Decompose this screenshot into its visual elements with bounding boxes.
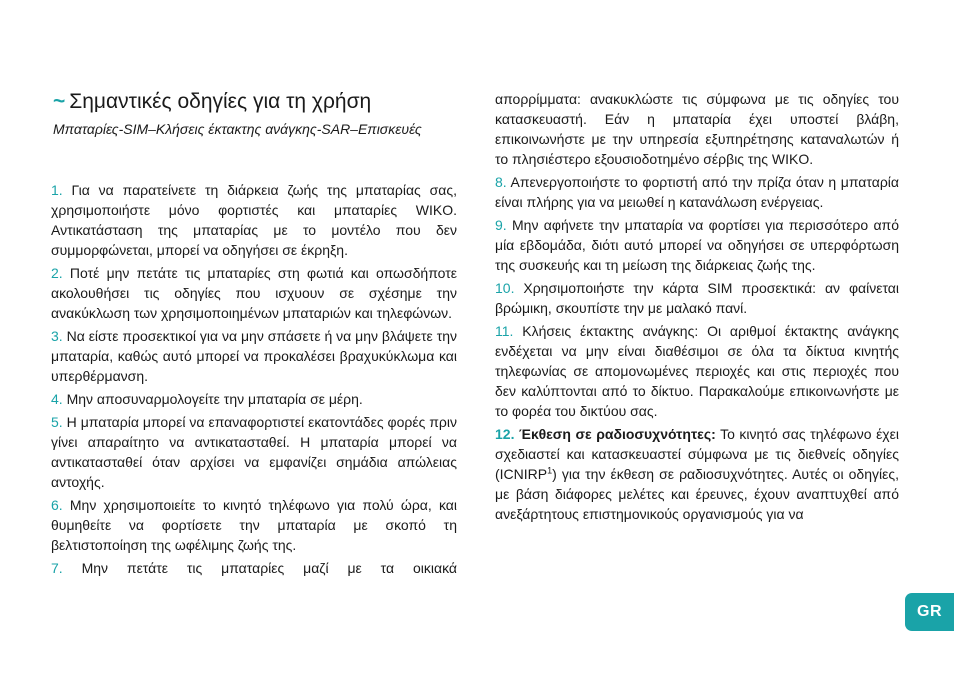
- list-item: [495, 424, 899, 524]
- list-item: [51, 558, 457, 578]
- item-text: Το κινητό σας τηλέφωνο έχει σχεδιαστεί και κατασκευαστεί σύμφωνα με τις διεθνείς οδηγίες (ICNIRP: [495, 426, 900, 482]
- item-text: Μην αποσυναρμολογείτε την μπαταρία σε μέρη.: [66, 391, 363, 407]
- list-item: [51, 180, 457, 260]
- item-text: Ποτέ μην πετάτε τις μπαταρίες στη φωτιά και οπωσδήποτε ακολουθήσει τις οδηγίες που ισχυουν σε σχέσημε την ανακύκλωση των χρησιμοποιημένων μπαταριών και τηλεφώνων.: [51, 265, 458, 321]
- item-number: 4.: [51, 391, 63, 407]
- page-title: [53, 89, 473, 115]
- list-item: [51, 326, 457, 386]
- title-text: Σημαντικές οδηγίες για τη χρήση: [69, 90, 372, 113]
- item-text: Η μπαταρία μπορεί να επαναφορτιστεί εκατοντάδες φορές πριν γίνει απαραίτητο να αντικατασταθεί. Η μπαταρία μπορεί να αντικατασταθεί όταν αρχίσει να εμφανίζει σημάδια απώλειας αντοχής.: [51, 414, 458, 490]
- language-tab: GR: [905, 593, 954, 631]
- item-number: 7.: [51, 560, 63, 576]
- item-number: 8.: [495, 174, 507, 190]
- item-number: 2.: [51, 265, 63, 281]
- list-item: [495, 172, 899, 212]
- list-item: [495, 215, 899, 275]
- list-item: [51, 389, 457, 409]
- item-text: ) για την έκθεση σε ραδιοσυχνότητες. Αυτές οι οδηγίες, με βάση διάφορες μελέτες και έρευνες, έχουν αναπτυχθεί από ανεξάρτητους επιστημονικούς οργανισμούς για να: [495, 466, 899, 522]
- item-number: 10.: [495, 280, 515, 296]
- item-number: 9.: [495, 217, 507, 233]
- list-item: [495, 321, 899, 421]
- item-text: Κλήσεις έκτακτης ανάγκης: Οι αριθμοί έκτακτης ανάγκης ενδέχεται να μην είναι διαθέσιμοι σε όλα τα δίκτυα κινητής τηλεφωνίας σε απομονωμένες περιοχές και στις περιοχές που δεν καλύπτονται από το δίκτυο. Παρακαλούμε επικοινωνήστε με το φορέα του δικτύου σας.: [495, 323, 899, 419]
- item-number: 11.: [495, 323, 514, 339]
- list-item: [51, 263, 457, 323]
- item-text: Χρησιμοποιήστε την κάρτα SIM προσεκτικά: αν φαίνεται βρώμικη, σκουπίστε την με μαλακό πανί.: [495, 280, 900, 316]
- page-subtitle: Μπαταρίες-SIM–Κλήσεις έκτακτης ανάγκης-SAR–Επισκευές: [53, 121, 422, 137]
- list-item: [51, 412, 457, 492]
- continued-text: απορρίμματα: ανακυκλώστε τις σύμφωνα με τις οδηγίες του κατασκευαστή. Εάν η μπαταρία έχει υποστεί βλάβη, επικοινωνήστε με την υπηρεσία εξυπηρέτησης καταναλωτών ή το πλησιέστερο εξουσιοδοτημένο σέρβις της WIKO.: [495, 91, 899, 167]
- item-text: Απενεργοποιήστε το φορτιστή από την πρίζα όταν η μπαταρία είναι πλήρης για να μειωθεί η κατανάλωση ενέργειας.: [495, 174, 899, 210]
- list-item: [51, 495, 457, 555]
- title-tilde: ~: [53, 90, 66, 113]
- item-number: 5.: [51, 414, 63, 430]
- item-text: Για να παρατείνετε τη διάρκεια ζωής της μπαταρίας σας, χρησιμοποιήστε μόνο φορτιστές και μπαταρίες WIKO. Αντικατάσταση της μπαταρίας με το μοντέλο που δεν συμμορφώνεται, μπορεί να οδηγήσει σε έκρηξη.: [51, 182, 457, 258]
- item-number: 3.: [51, 328, 63, 344]
- item-text: Μην αφήνετε την μπαταρία να φορτίσει για περισσότερο από μία εβδομάδα, διότι αυτό μπορεί να οδηγήσει σε υπερφόρτωση της συσκευής και τη μείωση της διάρκειας ζωής της.: [495, 217, 899, 273]
- item-number: 6.: [51, 497, 63, 513]
- footnote-marker: 1: [547, 465, 553, 476]
- item-number: 12.: [495, 426, 515, 442]
- item-text: Μην πετάτε τις μπαταρίες μαζί με τα οικιακά: [81, 560, 457, 576]
- right-column: [495, 89, 899, 527]
- left-column: [51, 180, 457, 581]
- list-item: [495, 278, 899, 318]
- item-text: Μην χρησιμοποιείτε το κινητό τηλέφωνο για πολύ ώρα, και θυμηθείτε να φορτίσετε την μπαταρία με σκοπό τη βελτιστοποίηση της ωφέλιμης ζωής της.: [51, 497, 457, 553]
- item-number: 1.: [51, 182, 63, 198]
- item-heading: Έκθεση σε ραδιοσυχνότητες:: [519, 426, 716, 442]
- item-text: Να είστε προσεκτικοί για να μην σπάσετε ή να μην βλάψετε την μπαταρία, καθώς αυτό μπορεί να προκαλέσει βραχυκύκλωμα και υπερθέρμανση.: [51, 328, 458, 384]
